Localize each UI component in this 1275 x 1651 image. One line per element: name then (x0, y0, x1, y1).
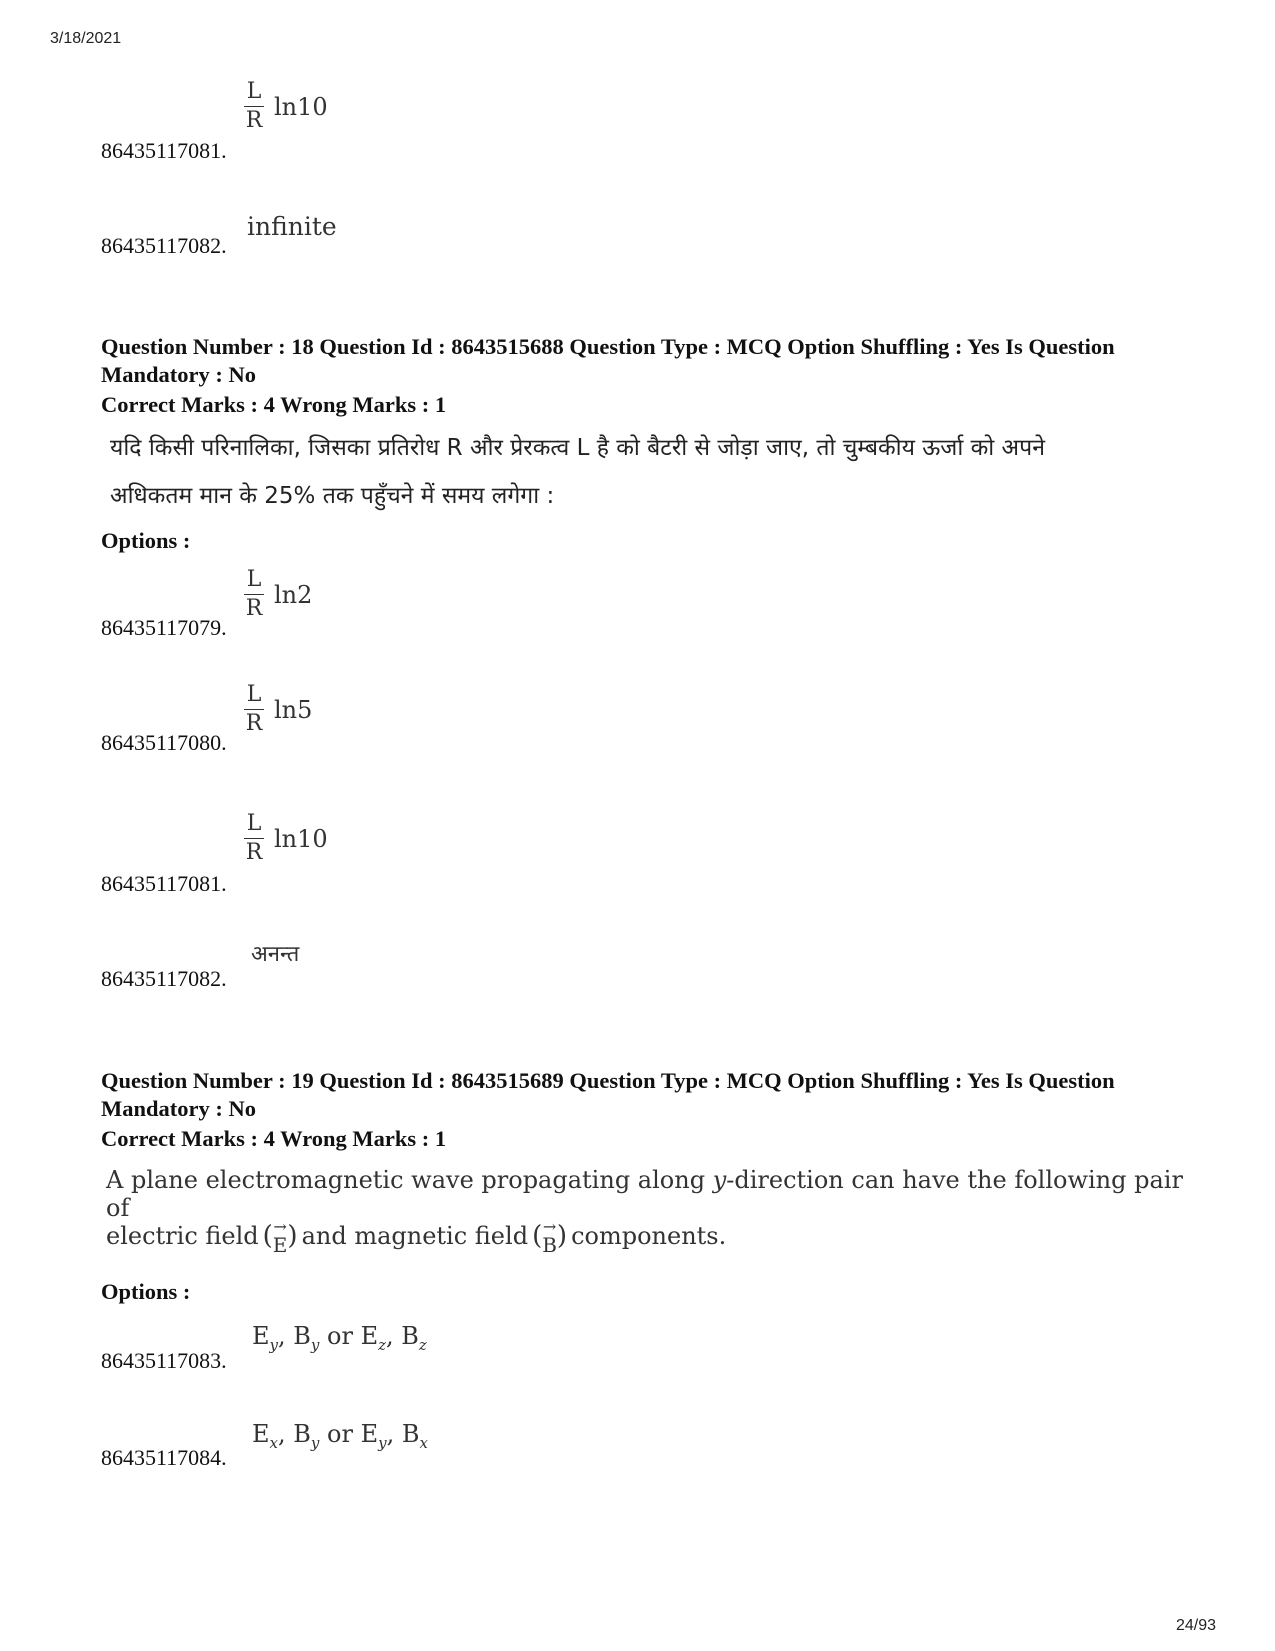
formula-subscript: z (418, 1335, 427, 1354)
question-header: Question Number : 18 Question Id : 8643515688 Question Type : MCQ Option Shuffling : Yes Is Question Mandatory : No (101, 334, 1115, 387)
option-id: 86435117079. (101, 615, 227, 640)
page-number: 24/93 (1176, 1617, 1217, 1634)
log-term: ln10 (274, 824, 328, 853)
option-formula (244, 683, 312, 736)
vector-symbol: E (272, 1233, 288, 1257)
formula-subscript: x (269, 1433, 278, 1452)
fraction-bar (244, 106, 264, 107)
direction-variable: y (712, 1166, 727, 1194)
question-text-line: यदि किसी परिनालिका, जिसका प्रतिरोध R और प्रेरकत्व L है को बैटरी से जोड़ा जाए, तो चुम्बकीय ऊर्जा को अपने (110, 435, 1045, 461)
formula-part: , B (278, 1420, 311, 1448)
formula-subscript: x (419, 1433, 428, 1452)
question-marks: Correct Marks : 4 Wrong Marks : 1 (101, 392, 447, 417)
fraction-numerator: L (246, 567, 262, 592)
question-text-line: अधिकतम मान के 25% तक पहुँचने में समय लगेगा : (110, 483, 555, 509)
formula-subscript: y (310, 1433, 320, 1452)
formula-subscript: y (269, 1335, 279, 1354)
option-id: 86435117084. (101, 1445, 227, 1470)
option-text: अनन्त (251, 942, 300, 967)
fraction-numerator: L (246, 811, 262, 836)
log-term: ln2 (274, 580, 313, 609)
option-formula (252, 1322, 427, 1354)
option-id: 86435117082. (101, 233, 227, 258)
fraction-numerator: L (246, 682, 262, 707)
fraction-denominator: R (245, 711, 263, 736)
fraction-numerator: L (246, 79, 262, 104)
option-text: infinite (247, 212, 337, 241)
option-formula (244, 568, 312, 621)
print-date: 3/18/2021 (50, 30, 122, 47)
option-id: 86435117081. (101, 871, 227, 896)
option-formula (252, 1420, 428, 1452)
magnetic-field-vector: ( → B ) (532, 1217, 568, 1257)
formula-part: E (252, 1420, 270, 1448)
fraction-denominator: R (245, 108, 263, 133)
log-term: ln10 (274, 92, 328, 121)
vector-symbol: B (542, 1233, 557, 1257)
text-segment: -direction can have the following pair of (106, 1166, 1183, 1222)
options-label: Options : (101, 1279, 191, 1304)
fraction (244, 80, 264, 133)
option-id: 86435117082. (101, 966, 227, 991)
fraction-denominator: R (245, 596, 263, 621)
text-segment: A plane electromagnetic wave propagating along (106, 1166, 713, 1194)
question-header: Question Number : 19 Question Id : 8643515689 Question Type : MCQ Option Shuffling : Yes Is Question Mandatory : No (101, 1068, 1115, 1121)
vector-arrow-icon: → (542, 1217, 557, 1236)
fraction-bar (244, 838, 264, 839)
option-formula (244, 80, 328, 133)
vector-arrow-icon: → (273, 1217, 287, 1236)
option-id: 86435117081. (101, 138, 227, 163)
option-id: 86435117080. (101, 730, 227, 755)
formula-part: E (252, 1322, 270, 1350)
electric-field-vector: ( → E ) (262, 1217, 298, 1257)
fraction-denominator: R (245, 840, 263, 865)
text-segment: and magnetic field (301, 1222, 529, 1250)
option-id: 86435117083. (101, 1348, 227, 1373)
question-text-line (106, 1166, 1186, 1222)
text-segment: components. (571, 1222, 727, 1250)
fraction (244, 683, 264, 736)
question-text-line (106, 1217, 1186, 1257)
text-segment: electric field (106, 1222, 259, 1250)
formula-part: or E (319, 1420, 379, 1448)
options-label: Options : (101, 528, 191, 553)
fraction (244, 568, 264, 621)
formula-part: , B (278, 1322, 311, 1350)
log-term: ln5 (274, 695, 313, 724)
formula-part: , B (386, 1322, 419, 1350)
fraction (244, 812, 264, 865)
formula-part: , B (386, 1420, 420, 1448)
question-marks: Correct Marks : 4 Wrong Marks : 1 (101, 1126, 447, 1151)
fraction-bar (244, 709, 264, 710)
option-formula (244, 812, 328, 865)
formula-subscript: z (378, 1335, 387, 1354)
formula-subscript: y (378, 1433, 387, 1452)
fraction-bar (244, 594, 264, 595)
formula-part: or E (319, 1322, 379, 1350)
formula-subscript: y (310, 1335, 320, 1354)
